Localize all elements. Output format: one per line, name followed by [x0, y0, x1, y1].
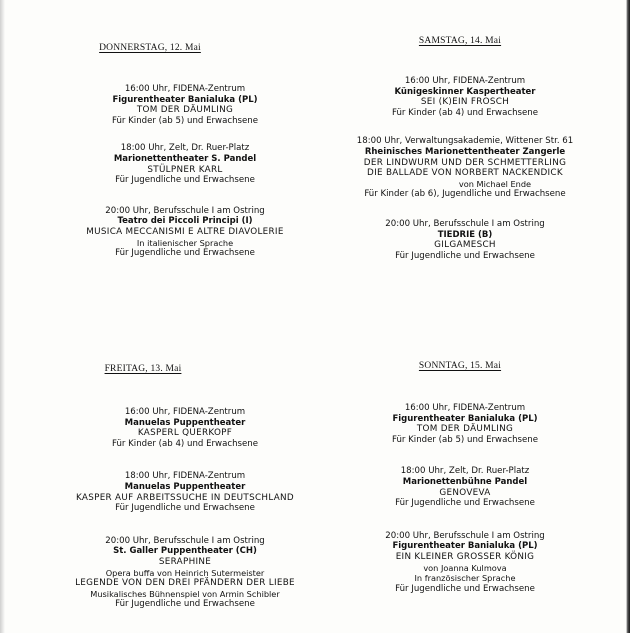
day-heading: FREITAG, 13. Mai: [104, 364, 182, 374]
event-audience: Für Jugendliche und Erwachsene: [115, 175, 255, 186]
event-title: KASPER AUF ARBEITSSUCHE IN DEUTSCHLAND: [75, 492, 295, 503]
event-time-place: 16:00 Uhr, FIDENA-Zentrum: [124, 407, 246, 417]
event-title: KASPERL QUERKOPF: [137, 428, 233, 439]
event-language-note: In italienischer Sprache: [136, 237, 234, 248]
event-company: Teatro dei Piccoli Principi (I): [117, 216, 253, 227]
day-thursday: [40, 35, 330, 259]
event-2: [320, 136, 610, 200]
event-audience: Für Kinder (ab 4) und Erwachsene: [111, 438, 259, 449]
event-time-place: 20:00 Uhr, Berufsschule I am Ostring: [105, 205, 265, 216]
event-company: Marionettentheater S. Pandel: [113, 153, 257, 164]
event-audience: Für Jugendliche und Erwachsene: [115, 503, 255, 514]
event-author: von Michael Ende: [458, 178, 532, 189]
event-audience: Für Jugendliche und Erwachsene: [395, 583, 535, 594]
event-company: St. Galler Puppentheater (CH): [113, 546, 257, 557]
event-time-place: 18:00 Uhr, FIDENA-Zentrum: [124, 471, 246, 482]
event-time-place: 18:00 Uhr, Verwaltungsakademie, Wittener Str. 61: [356, 136, 574, 147]
event-time-place: 18:00 Uhr, Zelt, Dr. Ruer-Platz: [120, 143, 250, 154]
day-heading: DONNERSTAG, 12. Mai: [99, 43, 201, 53]
event-company: Figurentheater Banialuka (PL): [392, 413, 538, 424]
event-3: [320, 531, 610, 595]
page-edge-right: [626, 0, 630, 633]
event-genre-line-2: Musikalisches Bühnenspiel von Armin Schibler: [90, 588, 280, 599]
event-author: von Joanna Kulmova: [423, 562, 507, 573]
event-company: Manuelas Puppentheater: [124, 481, 246, 492]
event-1: [40, 84, 330, 126]
event-title-2: DIE BALLADE VON NORBERT NACKENDICK: [367, 168, 563, 179]
page-edge-left: [0, 0, 5, 633]
event-company: Künigeskinner Kaspertheater: [394, 86, 536, 97]
day-friday: [40, 356, 330, 610]
event-genre-line: Opera buffa von Heinrich Sutermeister: [105, 567, 265, 578]
event-time-place: 16:00 Uhr, FIDENA-Zentrum: [404, 76, 526, 86]
event-audience: Für Kinder (ab 5) und Erwachsene: [111, 115, 259, 126]
event-title: SEI (K)EIN FROSCH: [420, 97, 510, 108]
event-company: Figurentheater Banialuka (PL): [112, 94, 258, 105]
event-title: TOM DER DÄUMLING: [136, 105, 234, 116]
event-title: STÜLPNER KARL: [147, 164, 223, 175]
event-company: Rheinisches Marionettentheater Zangerle: [364, 146, 566, 157]
event-audience: Für Jugendliche und Erwachsene: [395, 250, 535, 261]
event-title: DER LINDWURM UND DER SCHMETTERLING: [363, 157, 567, 168]
event-time-place: 20:00 Uhr, Berufsschule I am Ostring: [385, 530, 545, 541]
event-title: EIN KLEINER GROSSER KÖNIG: [395, 551, 535, 562]
day-sunday: [320, 353, 610, 594]
event-company: Marionettenbühne Pandel: [402, 476, 528, 487]
event-3: [320, 219, 610, 261]
event-3: [40, 206, 330, 259]
event-title: MUSICA MECCANISMI E ALTRE DIAVOLERIE: [86, 226, 284, 237]
event-audience: Für Kinder (ab 5) und Erwachsene: [391, 434, 539, 445]
event-audience: Für Kinder (ab 4) und Erwachsene: [391, 107, 539, 118]
event-title: GILGAMESCH: [434, 240, 496, 251]
event-2: [320, 466, 610, 508]
event-title: TOM DER DÄUMLING: [416, 424, 514, 435]
event-company: Figurentheater Banialuka (PL): [392, 541, 538, 552]
event-audience: Für Jugendliche und Erwachsene: [395, 498, 535, 509]
event-1: [40, 407, 330, 449]
event-title-2: LEGENDE VON DEN DREI PFÄNDERN DER LIEBE: [75, 578, 295, 589]
event-2: [40, 471, 330, 513]
event-time-place: 20:00 Uhr, Berufsschule I am Ostring: [385, 218, 545, 229]
event-1: [320, 76, 610, 118]
event-language-note: In französischer Sprache: [414, 573, 516, 584]
event-2: [40, 143, 330, 185]
event-time-place: 20:00 Uhr, Berufsschule I am Ostring: [105, 535, 265, 546]
event-audience: Für Kinder (ab 6), Jugendliche und Erwachsene: [364, 189, 566, 200]
event-title: GENOVEVA: [439, 487, 491, 498]
day-heading: SAMSTAG, 14. Mai: [418, 36, 502, 46]
day-saturday: [320, 28, 610, 261]
event-title: SERAPHINE: [158, 556, 212, 567]
event-3: [40, 536, 330, 610]
event-audience: Für Jugendliche und Erwachsene: [115, 248, 255, 259]
event-company: TIEDRIE (B): [437, 229, 493, 240]
event-time-place: 16:00 Uhr, FIDENA-Zentrum: [124, 84, 246, 94]
event-time-place: 18:00 Uhr, Zelt, Dr. Ruer-Platz: [400, 466, 530, 477]
event-1: [320, 403, 610, 445]
event-time-place: 16:00 Uhr, FIDENA-Zentrum: [404, 403, 526, 413]
event-company: Manuelas Puppentheater: [124, 417, 246, 428]
day-heading: SONNTAG, 15. Mai: [418, 361, 502, 371]
event-audience: Für Jugendliche und Erwachsene: [115, 599, 255, 610]
